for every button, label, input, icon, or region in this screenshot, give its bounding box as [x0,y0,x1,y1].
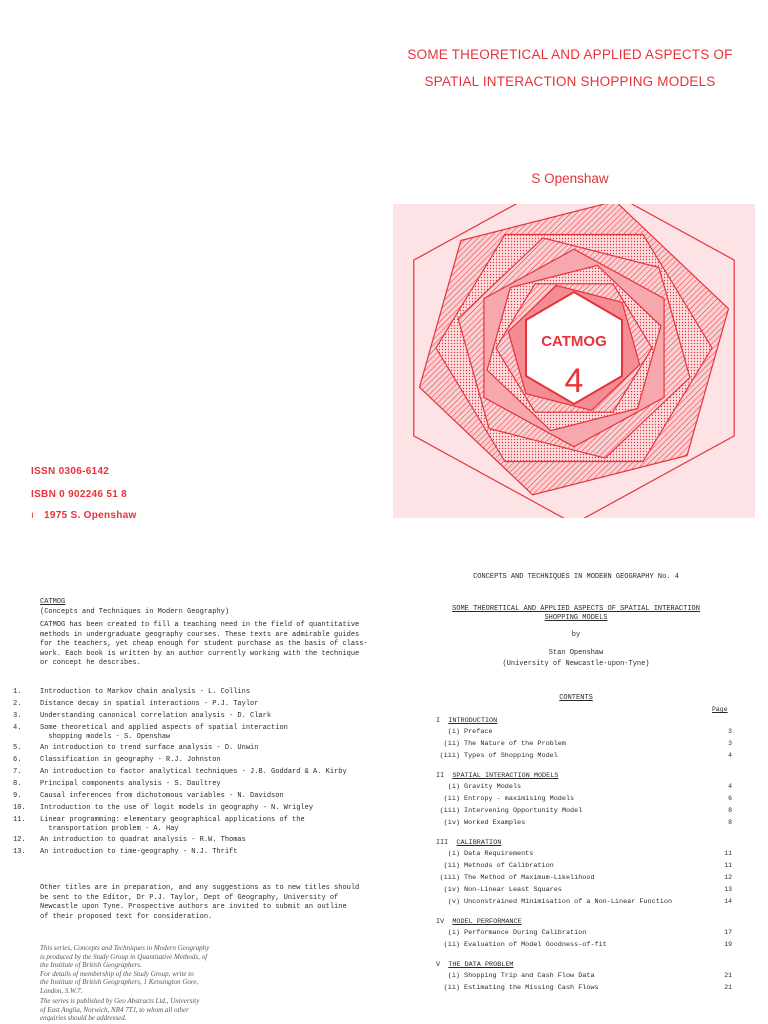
toc-item-page: 3 [728,728,732,735]
toc-section-title: THE DATA PROBLEM [448,961,514,969]
toc-item [436,898,736,906]
series-title-text: Causal inferences from dichotomous variables - N. Davidson [40,792,284,800]
series-title-text: Distance decay in spatial interactions - P.J. Taylor [40,700,259,708]
toc-item-number: (ii) [443,941,460,949]
tp-affiliation: (University of Newcastle-upon-Tyne) [502,660,650,668]
tp-title-line-2: SHOPPING MODELS [544,614,608,622]
toc-item-number: (ii) [443,795,460,803]
toc-item-number: (i) [447,728,460,736]
toc-item-number: (i) [447,850,460,858]
series-title-number: 9. [13,792,22,800]
toc-item-page: 21 [724,984,732,991]
intro-line: work. Each book is written by an author currently working with the technique [40,649,360,658]
copyright-mark: ı [31,510,34,521]
toc-item [436,886,736,894]
toc-item-title: Performance During Calibration [464,929,587,937]
toc-item [436,752,736,760]
toc-item-page: 11 [724,862,732,869]
toc-section-number: III [436,839,457,847]
series-title-text: Some theoretical and applied aspects of spatial interaction [40,724,288,732]
toc-section-title: MODEL PERFORMANCE [452,918,522,926]
toc-section-title: CALIBRATION [456,839,502,847]
cover-author: S Openshaw [531,171,609,186]
series-title-text: An introduction to trend surface analysis - D. Unwin [40,744,259,752]
toc-item [436,783,736,791]
other-line: Other titles are in preparation, and any suggestions as to new titles should [40,884,360,892]
toc-item [436,850,736,858]
other-line: of their proposed text for consideration. [40,912,213,921]
toc-item-page: 3 [728,740,732,747]
toc-item-title: Intervening Opportunity Model [464,807,583,815]
toc-item-title: The Nature of the Problem [464,740,566,748]
toc-item-number: (ii) [443,740,460,748]
toc-item-title: Unconstrained Minimisation of a Non-Linear Function [464,898,673,906]
series-title-number: 3. [13,712,22,720]
series-title-number: 10. [13,804,26,812]
toc-item-page: 6 [728,795,732,802]
toc-item-number: (iv) [443,886,460,894]
toc-item-page: 4 [728,752,732,759]
toc-item-number: (iii) [439,807,460,815]
toc-item-title: Entropy - maximising Models [464,795,575,803]
toc-section-heading [436,717,497,725]
publisher-line: The series is published by Geo Abstracts Ltd., University [40,997,200,1005]
toc-section-number: V [436,961,449,969]
toc-item-number: (ii) [443,862,460,870]
toc-item-title: Estimating the Missing Cash Flows [464,984,599,992]
page-column-label: Page [712,706,728,713]
toc-item [436,862,736,870]
toc-item-title: Data Requirements [464,850,534,858]
series-title-text: Classification in geography - R.J. Johnston [40,756,221,764]
toc-item-number: (ii) [443,984,460,992]
catmog-logo-number: 4 [564,362,584,400]
toc-item [436,972,736,980]
series-title-text: shopping models - S. Openshaw [40,733,171,741]
series-title-text: An introduction to time-geography - N.J. Thrift [40,848,238,856]
toc-section-heading [436,772,558,780]
toc-item [436,728,736,736]
toc-item-number: (i) [447,972,460,980]
series-title-text: Principal components analysis - S. Daultrey [40,780,221,788]
toc-item [436,819,736,827]
toc-item-page: 21 [724,972,732,979]
toc-item [436,740,736,748]
toc-item-number: (i) [447,783,460,791]
toc-section-number: IV [436,918,453,926]
series-title-text: transportation problem - A. Hay [40,825,179,833]
toc-item-title: The Method of Maximum-Likelihood [464,874,595,882]
publisher-line: of East Anglia, Norwich, NR4 7TJ, to whom all other [40,1005,189,1014]
catmog-logo-text: CATMOG [541,333,607,350]
series-title-number: 6. [13,756,22,764]
series-subheading: (Concepts and Techniques in Modern Geography) [40,608,230,616]
series-title-number: 2. [13,700,22,708]
series-title-number: 11. [13,816,26,824]
toc-item-title: Methods of Calibration [464,862,554,870]
series-title-text: An introduction to factor analytical techniques - J.B. Goddard & A. Kirby [40,768,347,776]
other-line: be sent to the Editor, Dr P.J. Taylor, Dept of Geography, University of [40,893,339,902]
toc-item [436,795,736,803]
toc-item-page: 11 [724,850,732,857]
cover-title-line-2: SPATIAL INTERACTION SHOPPING MODELS [424,74,716,89]
series-title-number: 13. [13,848,26,856]
toc-item-page: 4 [728,783,732,790]
footer-line: London, S.W.7. [40,986,83,995]
series-title-number: 1. [13,688,22,696]
toc-item-number: (i) [447,929,460,937]
toc-item-page: 17 [724,929,732,936]
footer-line: the Institute of British Geographers, 1 Kensington Gore, [40,978,199,986]
publisher-line: enquiries should be addressed. [40,1014,127,1022]
issn: ISSN 0306-6142 [31,466,110,477]
series-title-text: Linear programming: elementary geographical applications of the [40,816,305,824]
toc-section-title: INTRODUCTION [448,717,498,725]
series-heading: CATMOG [40,598,66,606]
series-title-number: 8. [13,780,22,788]
toc-item-page: 13 [724,886,732,893]
toc-section-heading [436,961,514,969]
toc-item-page: 14 [724,898,732,905]
toc-section-number: I [436,717,449,725]
footer-line: the Institute of British Geographers. [40,961,142,969]
toc-item-title: Types of Shopping Model [464,752,558,760]
series-title-number: 12. [13,836,26,844]
toc-item-title: Gravity Models [464,783,522,791]
toc-item-page: 8 [728,819,732,826]
copyright-text: 1975 S. Openshaw [44,510,137,521]
toc-item [436,941,736,949]
intro-line: CATMOG has been created to fill a teaching need in the field of quantitative [40,621,360,629]
cover-title-line-1: SOME THEORETICAL AND APPLIED ASPECTS OF [407,47,733,62]
toc-section-number: II [436,772,453,780]
toc-item-page: 12 [724,874,732,881]
toc-item-page: 19 [724,941,732,948]
footer-line: For details of membership of the Study Group, write to [40,969,194,978]
toc-item-title: Evaluation of Model Goodness-of-fit [464,941,607,949]
toc-item-title: Non-Linear Least Squares [464,886,562,894]
series-title-text: Introduction to the use of logit models in geography - N. Wrigley [40,804,314,812]
series-title-number: 7. [13,768,22,776]
intro-line: for the teachers, yet cheap enough for student purchase as the basis of class- [40,640,368,648]
series-title-number: 4. [13,724,22,732]
footer-line: This series, Concepts and Techniques in Modern Geography [40,944,210,952]
intro-line: or concept he describes. [40,659,141,667]
toc-section-heading [436,918,522,926]
series-title-text: Understanding canonical correlation analysis - D. Clark [40,712,272,720]
toc-item-page: 8 [728,807,732,814]
other-line: Newcastle upon Tyne. Prospective authors are invited to submit an outline [40,903,347,911]
toc-section-heading [436,839,501,847]
series-title-text: Introduction to Markov chain analysis - L. Collins [40,688,251,696]
series-number-heading: CONCEPTS AND TECHNIQUES IN MODERN GEOGRAPHY No. 4 [473,573,679,581]
toc-item [436,929,736,937]
toc-item-number: (iii) [439,874,460,882]
isbn: ISBN 0 902246 51 8 [31,489,128,500]
series-title-text: An introduction to quadrat analysis - R.W. Thomas [40,836,246,844]
toc-item-title: Shopping Trip and Cash Flow Data [464,972,595,980]
tp-title-line-1: SOME THEORETICAL AND APPLIED ASPECTS OF SPATIAL INTERACTION [452,605,700,613]
toc-item-number: (iv) [443,819,460,827]
tp-author: Stan Openshaw [548,649,604,657]
intro-line: methods in undergraduate geography courses. These texts are admirable guides [40,630,360,639]
toc-item-title: Worked Examples [464,819,526,827]
toc-item [436,807,736,815]
toc-item [436,874,736,882]
toc-item [436,984,736,992]
toc-item-number: (v) [447,898,460,906]
series-title-number: 5. [13,744,22,752]
toc-item-number: (iii) [439,752,460,760]
tp-by: by [571,631,581,639]
contents-heading: CONTENTS [559,694,593,702]
toc-section-title: SPATIAL INTERACTION MODELS [452,772,559,780]
footer-line: is produced by the Study Group in Quantitative Methods, of [40,952,208,961]
toc-item-title: Preface [464,728,493,736]
